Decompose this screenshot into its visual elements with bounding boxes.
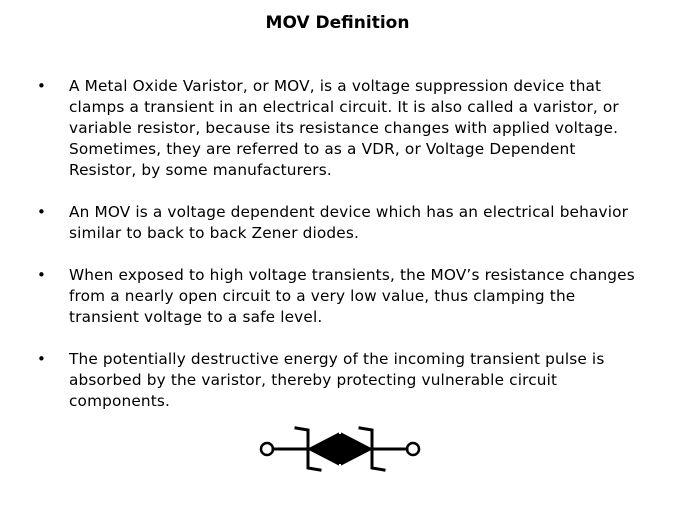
left-terminal (261, 443, 273, 455)
bullet-marker: • (37, 266, 46, 284)
bullet-list (0, 76, 675, 433)
right-terminal (407, 443, 419, 455)
bullet-item (0, 202, 675, 244)
bullet-text: An MOV is a voltage dependent device which has an electrical behavior similar to back to back Zener diodes. (69, 203, 629, 242)
bullet-text: When exposed to high voltage transients, the MOV’s resistance changes from a nearly open circuit to a very low value, thus clamping the transient voltage to a safe level. (69, 266, 635, 326)
left-diode-triangle (309, 434, 338, 464)
back-to-back-zener-diode-icon (258, 422, 422, 478)
bullet-marker: • (37, 77, 46, 95)
bullet-item (0, 265, 675, 328)
slide-title: MOV Definition (265, 13, 410, 33)
bullet-item (0, 349, 675, 412)
bullet-marker: • (37, 350, 46, 368)
bullet-item (0, 76, 675, 181)
right-diode-triangle (342, 434, 371, 464)
bullet-text: A Metal Oxide Varistor, or MOV, is a voltage suppression device that clamps a transient in an electrical circuit. It is also called a varistor, or variable resistor, because its resistance changes with applied voltage. Sometimes, they are referred to as a VDR, or Voltage Dependent Resistor, by some manufacturers. (69, 77, 619, 179)
bullet-text: The potentially destructive energy of the incoming transient pulse is absorbed by the varistor, thereby protecting vulnerable circuit components. (69, 350, 605, 410)
bullet-marker: • (37, 203, 46, 221)
